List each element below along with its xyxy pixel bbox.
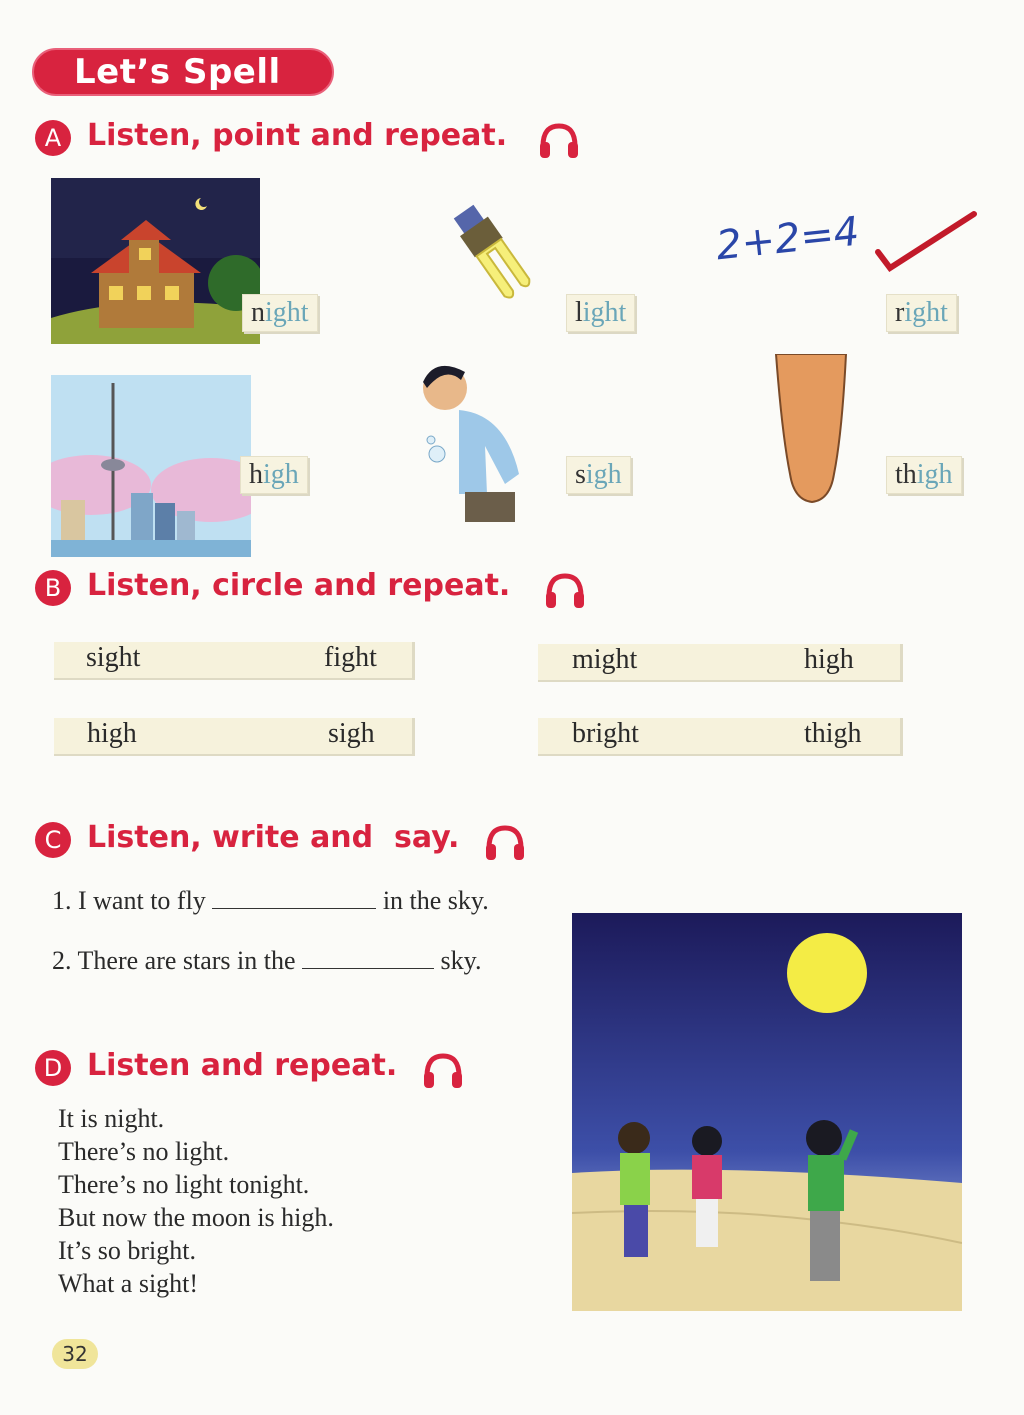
section-heading-text: Listen and repeat. <box>87 1048 398 1083</box>
section-heading-text: Listen, circle and repeat. <box>87 568 511 603</box>
word-prefix: th <box>895 459 917 490</box>
word-option[interactable]: sight <box>86 642 141 673</box>
word-highlight: igh <box>585 459 622 490</box>
word-highlight: igh <box>263 459 299 490</box>
word-pair-strip[interactable] <box>54 718 415 756</box>
chant-line: It is night. <box>58 1104 165 1133</box>
night-house-picture <box>51 178 260 344</box>
chant-line: There’s no light. <box>58 1137 230 1166</box>
question-2 <box>52 946 481 976</box>
page-number: 32 <box>52 1339 98 1369</box>
section-letter: A <box>35 120 71 156</box>
word-option[interactable]: fight <box>324 642 377 673</box>
question-text: 1. I want to fly <box>52 886 206 915</box>
section-letter: B <box>35 570 71 606</box>
word-pair-strip[interactable] <box>538 644 903 682</box>
word-highlight: ight <box>582 297 627 328</box>
section-b-heading <box>35 568 605 608</box>
word-option[interactable]: bright <box>572 718 639 749</box>
light-bulb-picture <box>437 200 552 310</box>
sighing-boy-picture <box>415 354 535 524</box>
question-1 <box>52 886 489 916</box>
headphones-icon[interactable] <box>421 1050 465 1090</box>
word-label-light <box>566 294 635 332</box>
word-pair-strip[interactable] <box>538 718 903 756</box>
word-option[interactable]: high <box>804 644 854 675</box>
word-prefix: n <box>251 297 265 328</box>
word-highlight: igh <box>916 459 953 490</box>
word-highlight: ight <box>904 297 948 328</box>
section-c-heading <box>35 820 555 860</box>
word-option[interactable]: sigh <box>328 718 375 749</box>
section-heading-text: Listen, write and say. <box>87 820 460 855</box>
chant-line: There’s no light tonight. <box>58 1170 310 1199</box>
tower-city-picture <box>51 375 251 557</box>
chant-line: But now the moon is high. <box>58 1203 334 1232</box>
lesson-title: Let’s Spell <box>74 52 281 92</box>
word-prefix: h <box>249 459 263 490</box>
word-label-thigh <box>886 456 962 494</box>
word-prefix: s <box>575 459 586 490</box>
headphones-icon[interactable] <box>543 570 587 610</box>
answer-blank[interactable] <box>212 886 376 909</box>
math-equation: 2+2=4 <box>713 208 862 270</box>
checkmark-icon <box>872 208 978 274</box>
section-d-heading <box>35 1048 495 1088</box>
word-label-high <box>240 456 308 494</box>
lesson-title-banner <box>32 48 334 96</box>
word-label-night <box>242 294 318 332</box>
word-prefix: l <box>575 297 583 328</box>
section-letter: D <box>35 1050 71 1086</box>
word-pair-strip[interactable] <box>54 642 415 680</box>
section-letter: C <box>35 822 71 858</box>
question-text: 2. There are stars in the <box>52 946 296 975</box>
headphones-icon[interactable] <box>483 822 527 862</box>
question-text: sky. <box>440 946 482 975</box>
word-label-sigh <box>566 456 631 494</box>
moon-night-scene-picture <box>572 913 962 1311</box>
word-option[interactable]: might <box>572 644 638 675</box>
question-text: in the sky. <box>382 886 489 915</box>
word-prefix: r <box>895 297 905 328</box>
word-option[interactable]: thigh <box>804 718 862 749</box>
chant-text <box>58 1102 334 1300</box>
chant-line: What a sight! <box>58 1269 199 1298</box>
word-label-right <box>886 294 957 332</box>
chant-line: It’s so bright. <box>58 1236 196 1265</box>
section-heading-text: Listen, point and repeat. <box>87 118 508 153</box>
headphones-icon[interactable] <box>537 120 581 160</box>
word-highlight: ight <box>265 297 309 328</box>
answer-blank[interactable] <box>302 946 434 969</box>
child-middle <box>692 1126 722 1247</box>
section-a-heading <box>35 118 595 158</box>
thigh-picture <box>772 354 852 504</box>
word-option[interactable]: high <box>87 718 137 749</box>
